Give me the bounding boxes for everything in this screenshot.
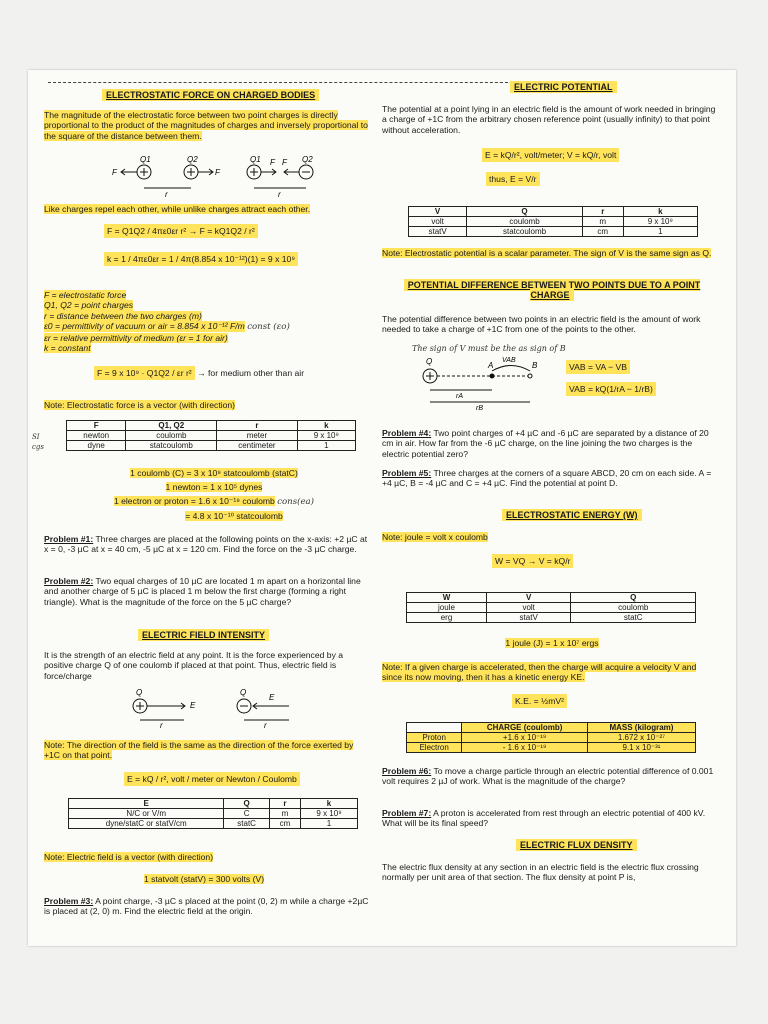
- medium-force-equation: F = 9 x 10⁹ · Q1Q2 / εr r²: [94, 366, 195, 380]
- heading-electric-potential: ELECTRIC POTENTIAL: [510, 81, 617, 93]
- problem-3: Problem #3: A point charge, -3 µC s placed at the point (0, 2) m while a charge +2µC is placed at (2, 0) m. Find the electric field at the origin.: [44, 896, 369, 917]
- heading-electric-field: ELECTRIC FIELD INTENSITY: [138, 629, 269, 641]
- svg-text:E: E: [190, 701, 196, 710]
- kinetic-energy-equation: K.E. = ½mV²: [512, 694, 567, 708]
- unit-conversions: 1 coulomb (C) = 3 x 10⁹ statcoulomb (statC) 1 newton = 1 x 10⁵ dynes 1 electron or proton = 1.6 x 10⁻¹⁹ coulomb cons(ea) = 4.8 x 10⁻¹⁰ statcoulomb: [113, 468, 315, 521]
- note-joule: Note: joule = volt x coulomb: [382, 532, 488, 542]
- energy-equation: W = VQ → V = kQ/r: [492, 554, 573, 568]
- variable-definitions: F = electrostatic force Q1, Q2 = point charges r = distance between the two charges (m) ε0 = permittivity of vacuum or air = 8.854 x 10⁻¹² F/m const (εo) εr = relative permittivity of medium (εr = 1 for air) k = constant: [44, 290, 290, 354]
- note-field-vector: Note: Electric field is a vector (with direction): [44, 852, 214, 862]
- svg-text:F: F: [270, 158, 275, 167]
- constant-k-equation: k = 1 / 4πε0εr = 1 / 4π(8.854 x 10⁻¹²)(1) = 9 x 10⁹: [104, 252, 298, 266]
- statvolt-conversion: 1 statvolt (statV) = 300 volts (V): [143, 874, 265, 884]
- svg-text:VAB: VAB: [502, 357, 516, 364]
- heading-potential-difference: POTENTIAL DIFFERENCE BETWEEN TWO POINTS DUE TO A POINT CHARGE: [402, 280, 702, 301]
- field-potential-relation: thus, E = V/r: [486, 172, 540, 186]
- svg-text:rB: rB: [476, 405, 483, 410]
- field-equation: E = kQ / r², volt / meter or Newton / Coulomb: [124, 772, 300, 786]
- svg-text:r: r: [165, 190, 168, 198]
- field-units-table: E Q r k N/C or V/m C m 9 x 10⁹ dyne/statC or statV/cm statC cm 1: [68, 798, 358, 829]
- note-kinetic-energy: Note: If a given charge is accelerated, then the charge will acquire a velocity V and since its now moving, then it has a kinetic energy KE.: [382, 662, 697, 683]
- energy-units-table: W V Q joule volt coulomb erg statV statC: [406, 592, 696, 623]
- svg-text:r: r: [160, 721, 163, 728]
- potential-equation: E = kQ/r², volt/meter; V = kQ/r, volt: [482, 148, 619, 162]
- svg-text:Q2: Q2: [187, 155, 198, 164]
- note-field-direction: Note: The direction of the field is the same as the direction of the force exerted by +1C on that point.: [44, 740, 354, 761]
- svg-text:r: r: [278, 190, 281, 198]
- potential-definition: The potential at a point lying in an electric field is the amount of work needed in bringing a charge of +1C from the arbitrary chosen reference point (usually infinity) to that point without acceleration.: [382, 104, 716, 135]
- potential-units-table: V Q r k volt coulomb m 9 x 10⁹ statV statcoulomb cm 1: [408, 206, 698, 237]
- joule-erg-conversion: 1 joule (J) = 1 x 10⁷ ergs: [505, 638, 599, 648]
- heading-electrostatic-force: ELECTROSTATIC FORCE ON CHARGED BODIES: [102, 89, 319, 101]
- problem-6: Problem #6: To move a charge particle through an electric potential difference of 0.001 volt requires 2 µJ of work. What is the magnitude of the charge?: [382, 766, 714, 787]
- potential-difference-definition: The potential difference between two points in an electric field is the amount of work needed to take a charge of +1C from one of the points to the other.: [382, 314, 701, 335]
- svg-text:Q1: Q1: [140, 155, 151, 164]
- flux-density-definition: The electric flux density at any section in an electric field is the electric flux crossing normally per unit area of that section. The flux density at point P is,: [382, 862, 699, 883]
- heading-electrostatic-energy: ELECTROSTATIC ENERGY (W): [502, 509, 642, 521]
- note-scalar: Note: Electrostatic potential is a scalar parameter. The sign of V is the same sign as Q.: [382, 248, 712, 258]
- coulomb-law-equation: F = Q1Q2 / 4πε0εr r² → F = kQ1Q2 / r²: [104, 224, 258, 238]
- force-definition: The magnitude of the electrostatic force between two point charges is directly proportional to the product of the magnitudes of charges and inversely proportional to the square of the distance between them.: [44, 110, 368, 141]
- svg-text:Q2: Q2: [302, 155, 313, 164]
- potential-difference-diagram: [412, 354, 562, 410]
- handwritten-sign-note: The sign of V must be the as sign of B: [412, 344, 566, 353]
- svg-text:B: B: [532, 361, 538, 370]
- svg-text:rA: rA: [456, 393, 463, 400]
- like-charges-text: Like charges repel each other, while unlike charges attract each other.: [44, 204, 311, 214]
- table-units-side-labels: SI cgs: [32, 433, 44, 451]
- problem-1: Problem #1: Three charges are placed at the following points on the x-axis: +2 µC at x = 0, -3 µC at x = 40 cm, -5 µC at x = 120 cm. Find the force on the -3 µC charge.: [44, 534, 368, 555]
- document-page: [28, 70, 736, 946]
- svg-text:F: F: [215, 168, 220, 177]
- svg-text:Q: Q: [136, 688, 143, 697]
- electric-field-diagram: [114, 688, 314, 728]
- field-definition: It is the strength of an electric field at any point. It is the force experienced by a positive charge Q of one coulomb if placed at that point. Thus, electric field is force/charge: [44, 650, 344, 681]
- svg-text:A: A: [488, 361, 494, 370]
- medium-note: → for medium other than air: [197, 368, 305, 378]
- problem-5: Problem #5: Three charges at the corners of a square ABCD, 20 cm on each side. A = +4 µC, B = -4 µC and C = +4 µC. Find the potential at point D.: [382, 468, 712, 489]
- svg-text:F: F: [112, 168, 117, 177]
- dashed-divider: [48, 82, 518, 83]
- svg-text:Q1: Q1: [250, 155, 261, 164]
- problem-2: Problem #2: Two equal charges of 10 µC are located 1 m apart on a horizontal line and another charge of 5 µC is placed 1 m below the first charge (forming a right triangle). What is the magnitude of the force on the 5 µC charge?: [44, 576, 361, 607]
- svg-text:F: F: [282, 158, 287, 167]
- svg-text:r: r: [264, 721, 267, 728]
- charges-force-diagram: [94, 154, 324, 198]
- svg-text:Q: Q: [426, 357, 433, 366]
- force-units-table: F Q1, Q2 r k newton coulomb meter 9 x 10⁹ dyne statcoulomb centimeter 1: [66, 420, 356, 451]
- note-force-vector: Note: Electrostatic force is a vector (with direction): [44, 400, 236, 410]
- svg-text:E: E: [269, 693, 275, 702]
- vab-definition: VAB = VA − VB: [566, 360, 630, 374]
- particle-mass-charge-table: CHARGE (coulomb) MASS (kilogram) Proton +1.6 x 10⁻¹⁹ 1.672 x 10⁻²⁷ Electron - 1.6 x 10⁻¹⁹ 9.1 x 10⁻³¹: [406, 722, 696, 753]
- vab-equation: VAB = kQ(1/rA − 1/rB): [566, 382, 656, 396]
- svg-text:Q: Q: [240, 688, 247, 697]
- problem-7: Problem #7: A proton is accelerated from rest through an electric potential of 400 kV. What will be its final speed?: [382, 808, 706, 829]
- heading-electric-flux-density: ELECTRIC FLUX DENSITY: [516, 839, 637, 851]
- problem-4: Problem #4: Two point charges of +4 µC and -6 µC are separated by a distance of 20 cm in air. How far from the -6 µC charge, on the line joining the two charges is the electric potential zero?: [382, 428, 709, 459]
